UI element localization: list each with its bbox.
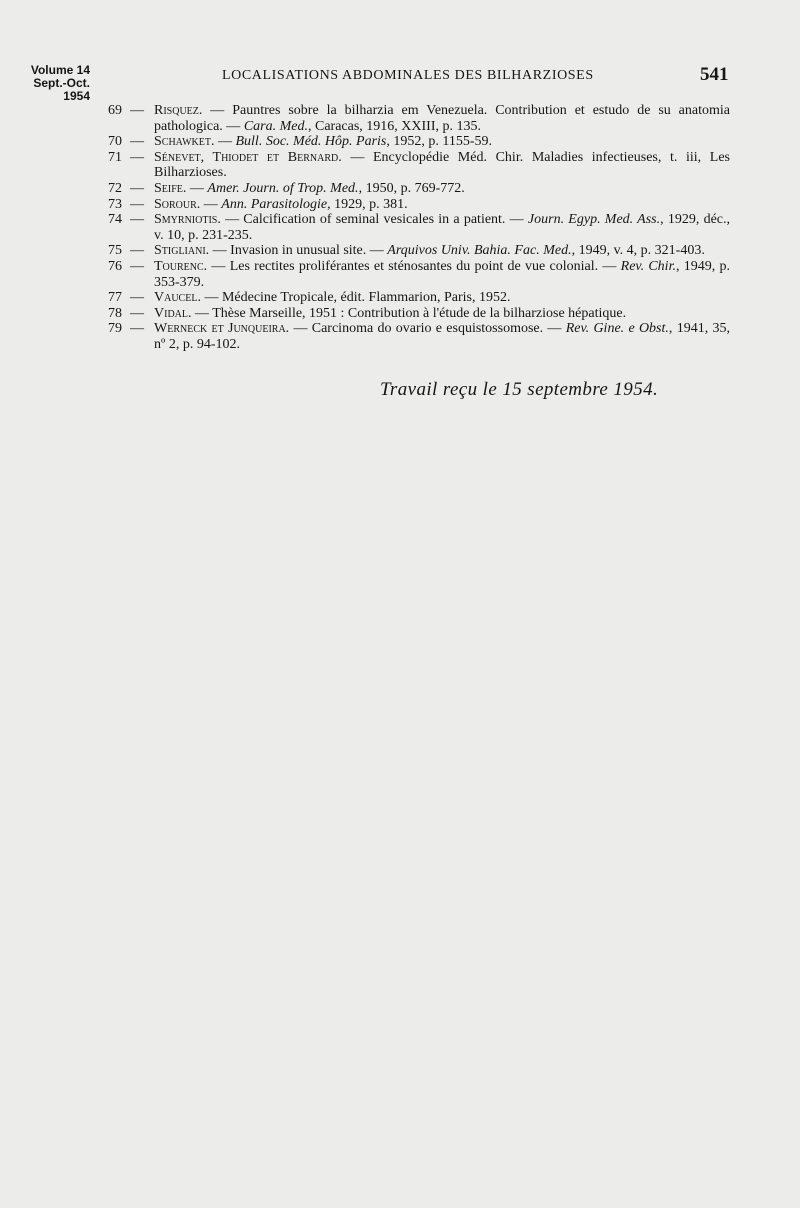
reference-authors: Seife. — [154, 180, 187, 196]
reference-item — [108, 321, 730, 352]
reference-authors: Schawket. — [154, 134, 215, 150]
reference-dash: — — [130, 134, 144, 150]
reference-dash: — — [130, 258, 144, 274]
reference-authors: Smyrniotis. — [154, 212, 221, 228]
reference-details: , 1929, déc., v. 10, p. 231-235. — [154, 212, 730, 243]
reference-authors: Werneck et Junqueira. — [154, 321, 290, 337]
reference-journal: Rev. Gine. e Obst. — [565, 321, 669, 337]
page-number: 541 — [700, 64, 729, 85]
reference-dash: — — [130, 149, 144, 165]
received-note: Travail reçu le 15 septembre 1954. — [380, 379, 659, 400]
reference-item — [108, 197, 730, 213]
reference-dash: — — [130, 103, 144, 118]
reference-text: — — [214, 134, 236, 150]
reference-dash: — — [130, 212, 144, 228]
reference-number: 73 — [108, 196, 122, 212]
reference-list — [108, 103, 730, 353]
reference-journal: Cara. Med. — [243, 118, 308, 134]
reference-journal: Bull. Soc. Méd. Hôp. Paris — [235, 134, 387, 150]
reference-journal: Rev. Chir. — [620, 258, 676, 274]
volume-label: Volume 14 — [30, 63, 90, 77]
reference-item — [108, 150, 730, 181]
reference-number: 79 — [108, 321, 122, 337]
reference-number: 72 — [108, 180, 122, 196]
reference-text: — Pauntres sobre la bilharzia em Venezuela. Contribution et estudo de su anatomia pathologica. — — [154, 103, 730, 134]
reference-text: — Invasion in unusual site. — — [209, 243, 388, 259]
reference-details: , 1950, p. 769-772. — [358, 180, 465, 196]
reference-number: 69 — [108, 103, 122, 118]
reference-authors: Vidal. — [154, 305, 192, 321]
reference-number: 74 — [108, 212, 122, 228]
reference-text: — Les rectites proliférantes et sténosantes du point de vue colonial. — — [207, 258, 621, 274]
reference-item — [108, 243, 730, 259]
reference-text: — Carcinoma do ovario e esquistossomose. — — [289, 321, 566, 337]
reference-item — [108, 306, 730, 322]
reference-dash: — — [130, 180, 144, 196]
reference-authors: Sorour. — [154, 196, 201, 212]
reference-journal: Amer. Journ. of Trop. Med. — [207, 180, 359, 196]
reference-item — [108, 259, 730, 290]
reference-authors: Tourenc. — [154, 258, 208, 274]
reference-journal: Arquivos Univ. Bahia. Fac. Med. — [387, 243, 572, 259]
reference-item — [108, 103, 730, 134]
reference-authors: Vaucel. — [154, 290, 201, 306]
reference-dash: — — [130, 305, 144, 321]
reference-text: — — [200, 196, 222, 212]
running-title: LOCALISATIONS ABDOMINALES DES BILHARZIOSES — [222, 68, 594, 83]
reference-details: , 1952, p. 1155-59. — [386, 134, 493, 150]
issue-date: Sept.-Oct. 1954 — [33, 76, 90, 103]
reference-details: , 1941, 35, nº 2, p. 94-102. — [154, 321, 730, 352]
reference-details: , 1949, v. 4, p. 321-403. — [571, 243, 705, 259]
reference-dash: — — [130, 290, 144, 306]
volume-info — [8, 64, 90, 103]
reference-item — [108, 181, 730, 197]
reference-item — [108, 212, 730, 243]
reference-journal: Journ. Egyp. Med. Ass. — [527, 212, 661, 228]
reference-authors: Stigliani. — [154, 243, 210, 259]
reference-dash: — — [130, 321, 144, 337]
reference-journal: Ann. Parasitologie — [221, 196, 328, 212]
reference-dash: — — [130, 243, 144, 259]
reference-authors: Sénevet, Thiodet et Bernard. — [154, 149, 342, 165]
reference-text: — Encyclopédie Méd. Chir. Maladies infectieuses, t. iii, Les Bilharzioses. — [154, 149, 731, 181]
reference-item — [108, 290, 730, 306]
reference-text: — Calcification of seminal vesicales in a patient. — — [220, 212, 528, 228]
reference-authors: Risquez. — [154, 103, 203, 118]
reference-number: 70 — [108, 134, 122, 150]
reference-number: 75 — [108, 243, 122, 259]
reference-number: 71 — [108, 149, 122, 165]
reference-number: 76 — [108, 258, 122, 274]
reference-text: — Thèse Marseille, 1951 : Contribution à l'étude de la bilharziose hépatique. — [191, 305, 627, 321]
reference-details: , 1929, p. 381. — [327, 196, 408, 212]
reference-text: — — [186, 180, 208, 196]
reference-dash: — — [130, 196, 144, 212]
reference-number: 78 — [108, 305, 122, 321]
reference-item — [108, 134, 730, 150]
reference-details: , 1949, p. 353-379. — [154, 258, 730, 290]
reference-text: — Médecine Tropicale, édit. Flammarion, Paris, 1952. — [200, 290, 511, 306]
reference-number: 77 — [108, 290, 122, 306]
reference-details: , Caracas, 1916, XXIII, p. 135. — [307, 118, 481, 134]
